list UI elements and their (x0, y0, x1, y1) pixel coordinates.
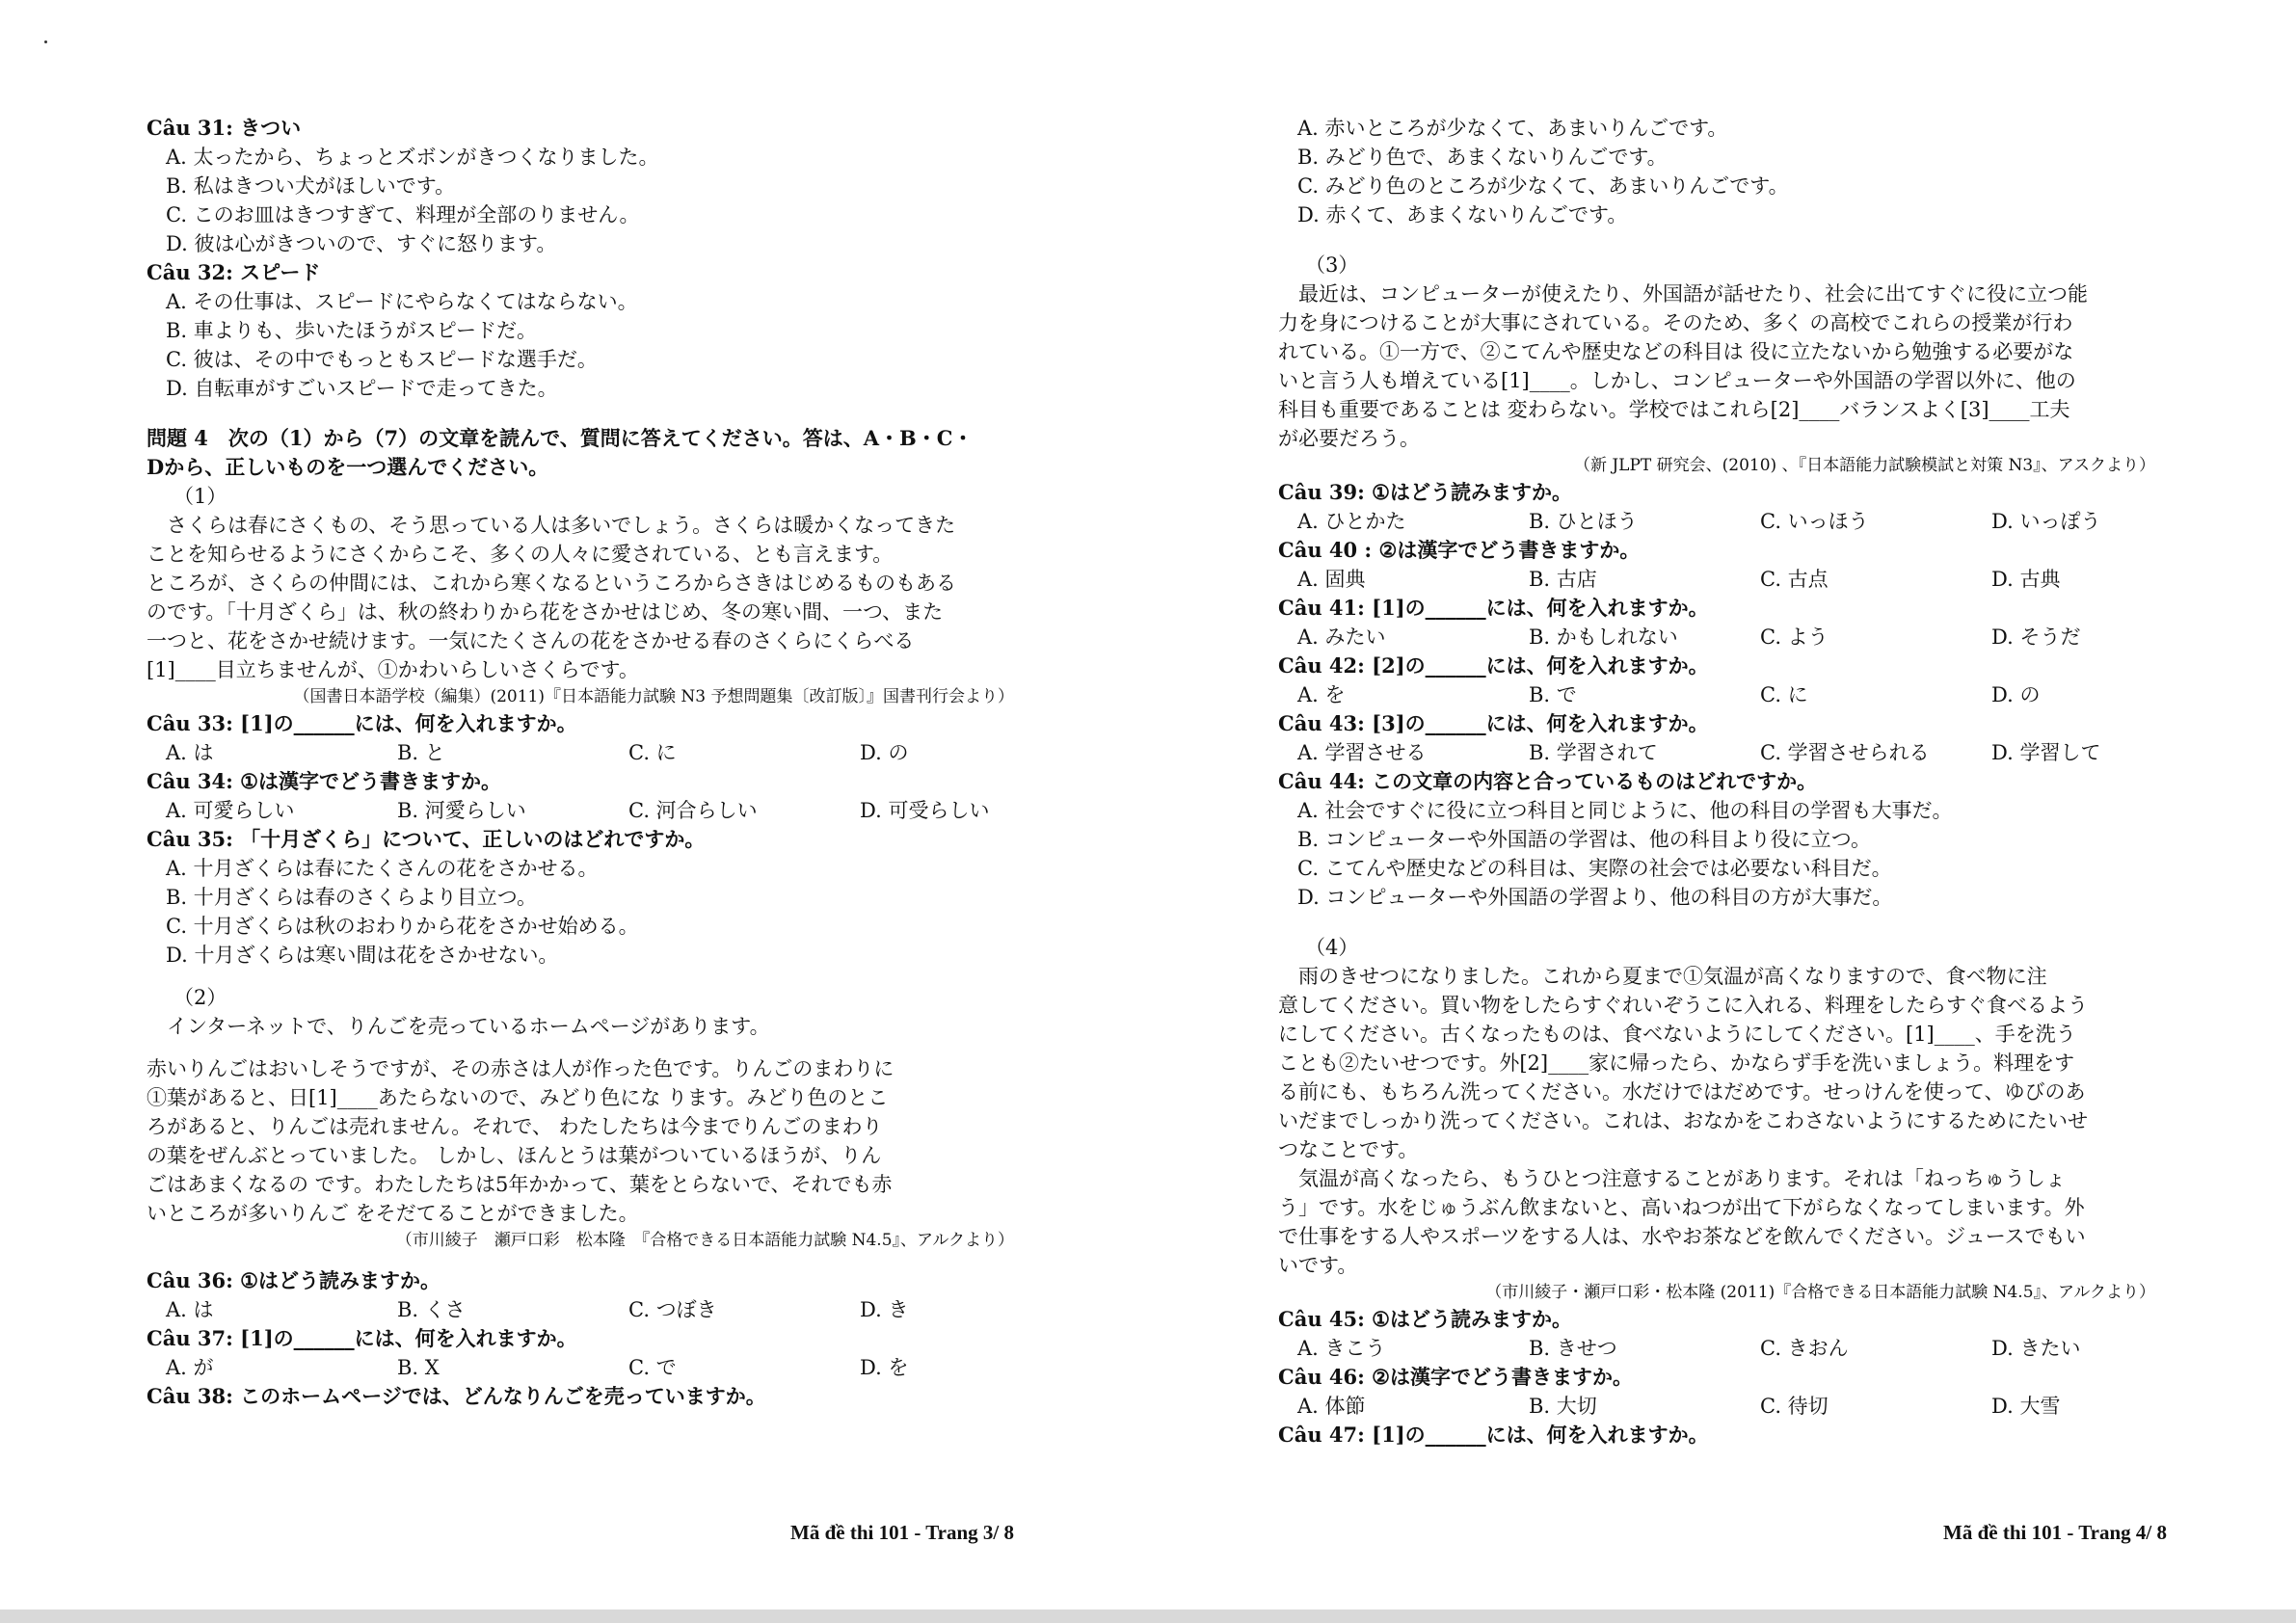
answer-option: C. みどり色のところが少なくて、あまいりんごです。 (1297, 174, 1789, 198)
passage-number: （2） (174, 986, 227, 1009)
passage-line: の葉をぜんぶとっていました。 しかし、ほんとうは葉がついているほうが、りん (147, 1144, 882, 1167)
question-stem: Câu 47: [1]の______には、何を入れますか。 (1278, 1423, 1709, 1447)
passage-line: ろがあると、りんごは売れません。それで、 わたしたちは今までりんごのまわり (147, 1115, 883, 1138)
section-heading: Dから、正しいものを一つ選んでください。 (147, 455, 549, 479)
passage-line: 力を身につけることが大事にされている。そのため、多く の高校でこれらの授業が行わ (1278, 311, 2073, 334)
answer-option-a: A. は (166, 1298, 214, 1321)
source-citation: （市川綾子・瀬戸口彩・松本隆 (2011)『合格できる日本語能力試験 N4.5』、アルクより） (1485, 1283, 2155, 1302)
question-stem: Câu 32: スピード (147, 260, 321, 284)
answer-options-row (1278, 565, 2175, 594)
answer-option-b: B. 河愛らしい (397, 799, 526, 822)
spacer (147, 403, 1033, 424)
answer-option-d: D. 大雪 (1991, 1395, 2061, 1418)
answer-option-d: D. 学習して (1991, 741, 2101, 764)
answer-option: A. 赤いところが少なくて、あまいりんごです。 (1297, 117, 1728, 140)
answer-option-d: D. そうだ (1991, 625, 2081, 649)
answer-option-b: B. と (397, 741, 445, 764)
passage-line: のです。「十月ざくら」は、秋の終わりから花をさかせはじめ、冬の寒い間、一つ、また (147, 600, 944, 624)
passage-line: インターネットで、りんごを売っているホームページがあります。 (147, 1015, 770, 1038)
question-stem: Câu 31: きつい (147, 116, 302, 140)
passage-line: ことも②たいせつです。外[2]____家に帰ったら、かならず手を洗いましょう。料理をす (1278, 1051, 2075, 1075)
answer-option-d: D. きたい (1991, 1337, 2081, 1360)
page-4 (1278, 114, 2175, 1450)
answer-options-row (147, 1295, 1033, 1324)
answer-option-c: C. 学習させられる (1760, 741, 1930, 764)
passage-line: 一つと、花をさかせ続けます。一気にたくさんの花をさかせる春のさくらにくらべる (147, 629, 915, 652)
answer-option-c: C. に (1760, 683, 1808, 706)
answer-option-a: A. 体節 (1297, 1395, 1366, 1418)
passage-line: 赤いりんごはおいしそうですが、その赤さは人が作った色です。りんごのまわりに (147, 1057, 894, 1080)
answer-option-d: D. を (860, 1356, 909, 1379)
answer-option-c: C. つぼき (628, 1298, 717, 1321)
passage-line: 科目も重要であることは 変わらない。学校ではこれら[2]____バランスよく[3]____工夫 (1278, 398, 2070, 421)
answer-option-c: C. いっほう (1760, 510, 1869, 533)
answer-option: A. その仕事は、スピードにやらなくてはならない。 (166, 290, 638, 313)
answer-option-d: D. の (1991, 683, 2041, 706)
page-footer-right: Mã đề thi 101 - Trang 4/ 8 (1943, 1521, 2167, 1544)
answer-option-a: A. 学習させる (1297, 741, 1427, 764)
question-stem: Câu 34: ①は漢字でどう書きますか。 (147, 769, 502, 793)
answer-options-row (1278, 1334, 2175, 1363)
spacer (147, 970, 1033, 983)
answer-option: C. 十月ざくらは秋のおわりから花をさかせ始める。 (166, 915, 639, 938)
passage-line: いと言う人も増えている[1]____。しかし、コンピューターや外国語の学習以外に、他の (1278, 369, 2076, 392)
question-stem: Câu 37: [1]の______には、何を入れますか。 (147, 1326, 577, 1350)
answer-option-b: B. ひとほう (1529, 510, 1638, 533)
answer-option: D. 彼は心がきついので、すぐに怒ります。 (166, 232, 557, 255)
question-stem: Câu 33: [1]の______には、何を入れますか。 (147, 711, 577, 735)
answer-options-row (1278, 680, 2175, 709)
answer-option-d: D. 可受らしい (860, 799, 990, 822)
answer-option: B. コンピューターや外国語の学習は、他の科目より役に立つ。 (1297, 828, 1871, 851)
spacer (147, 1041, 1033, 1054)
answer-option: D. 自転車がすごいスピードで走ってきた。 (166, 377, 558, 400)
answer-option-c: C. きおん (1760, 1337, 1849, 1360)
scan-edge (0, 1610, 2296, 1623)
answer-option-b: B. 学習されて (1529, 741, 1658, 764)
answer-option: C. 彼は、その中でもっともスピードな選手だ。 (166, 348, 598, 371)
answer-option: D. 十月ざくらは寒い間は花をさかせない。 (166, 944, 559, 967)
answer-option: B. みどり色で、あまくないりんごです。 (1297, 146, 1668, 169)
answer-option: C. こてんや歴史などの科目は、実際の社会では必要ない科目だ。 (1297, 857, 1892, 880)
answer-option-d: D. き (860, 1298, 909, 1321)
passage-line: いだまでしっかり洗ってください。これは、おなかをこわさないようにするためにたいせ (1278, 1109, 2088, 1132)
answer-option-d: D. の (860, 741, 909, 764)
passage-number: （1） (174, 485, 227, 508)
source-citation: （新 JLPT 研究会、(2010) 、『日本語能力試験模試と対策 N3』、アスクより） (1573, 456, 2155, 475)
passage-line: れている。①一方で、②こてんや歴史などの科目は 役に立たないから勉強する必要がな (1278, 340, 2074, 363)
passage-number: （3） (1305, 253, 1359, 277)
answer-option-a: A. は (166, 741, 214, 764)
answer-options-row (147, 796, 1033, 825)
answer-option-c: C. で (628, 1356, 677, 1379)
answer-option-b: B. X (397, 1356, 440, 1379)
answer-option-a: A. が (166, 1356, 214, 1379)
spacer (1278, 229, 2175, 251)
answer-option-b: B. きせつ (1529, 1337, 1617, 1360)
question-stem: Câu 45: ①はどう読みますか。 (1278, 1307, 1573, 1331)
question-stem: Câu 42: [2]の______には、何を入れますか。 (1278, 653, 1709, 678)
scan-speck (44, 40, 47, 43)
passage-line: う」です。水をじゅうぶん飲まないと、高いねつが出て下がらなくなってしまいます。外 (1278, 1196, 2085, 1219)
answer-option-b: B. くさ (397, 1298, 466, 1321)
answer-option-b: B. で (1529, 683, 1577, 706)
answer-option-d: D. 古典 (1991, 568, 2061, 591)
answer-option-c: C. よう (1760, 625, 1829, 649)
answer-options-row (1278, 1392, 2175, 1421)
answer-option: B. 車よりも、歩いたほうがスピードだ。 (166, 319, 537, 342)
passage-line: いところが多いりんご をそだてることができました。 (147, 1202, 639, 1225)
passage-line: [1]____目立ちませんが、①かわいらしいさくらです。 (147, 658, 639, 681)
answer-option-a: A. みたい (1297, 625, 1386, 649)
question-stem: Câu 40 : ②は漢字でどう書きますか。 (1278, 538, 1641, 562)
answer-option: A. 太ったから、ちょっとズボンがきつくなりました。 (166, 146, 659, 169)
answer-options-row (1278, 738, 2175, 767)
answer-option-b: B. かもしれない (1529, 625, 1678, 649)
passage-line: 雨のきせつになりました。これから夏まで①気温が高くなりますので、食べ物に注 (1278, 965, 2047, 988)
passage-line: ①葉があると、日[1]____あたらないので、みどり色にな ります。みどり色のとこ (147, 1086, 889, 1109)
passage-line: で仕事をする人やスポーツをする人は、水やお茶などを飲んでください。ジュースでもい (1278, 1225, 2086, 1248)
answer-options-row (1278, 623, 2175, 652)
answer-options-row (147, 1353, 1033, 1382)
passage-line: ところが、さくらの仲間には、これから寒くなるというころからさきはじめるものもある (147, 572, 956, 595)
passage-number: （4） (1305, 936, 1359, 959)
passage-line: つなことです。 (1278, 1138, 1419, 1161)
answer-options-row (1278, 507, 2175, 536)
passage-line: が必要だろう。 (1278, 427, 1420, 450)
passage-line: 最近は、コンピューターが使えたり、外国語が話せたり、社会に出てすぐに役に立つ能 (1278, 282, 2088, 306)
answer-option: D. コンピューターや外国語の学習より、他の科目の方が大事だ。 (1297, 886, 1893, 909)
question-stem: Câu 46: ②は漢字でどう書きますか。 (1278, 1365, 1634, 1389)
section-heading: 問題 4 次の（1）から（7）の文章を読んで、質問に答えてください。答は、A・B・C・ (147, 426, 974, 450)
question-stem: Câu 38: このホームページでは、どんなりんごを売っていますか。 (147, 1384, 766, 1408)
passage-line: ごはあまくなるの です。わたしたちは5年かかって、葉をとらないで、それでも赤 (147, 1173, 893, 1196)
answer-option-c: C. 古点 (1760, 568, 1829, 591)
passage-line: にしてください。古くなったものは、食べないようにしてください。[1]____、手を洗う (1278, 1023, 2076, 1046)
answer-option: A. 社会ですぐに役に立つ科目と同じように、他の科目の学習も大事だ。 (1297, 799, 1953, 822)
answer-option: C. このお皿はきつすぎて、料理が全部のりません。 (166, 203, 640, 226)
spacer (1278, 912, 2175, 933)
question-stem: Câu 35: 「十月ざくら」について、正しいのはどれですか。 (147, 827, 706, 851)
page-3 (147, 114, 1033, 1411)
question-stem: Câu 43: [3]の______には、何を入れますか。 (1278, 711, 1709, 735)
question-stem: Câu 44: この文章の内容と合っているものはどれですか。 (1278, 769, 1818, 793)
question-stem: Câu 36: ①はどう読みますか。 (147, 1268, 441, 1292)
answer-option-b: B. 古店 (1529, 568, 1597, 591)
question-stem: Câu 39: ①はどう読みますか。 (1278, 480, 1573, 504)
answer-option: B. 私はきつい犬がほしいです。 (166, 174, 456, 198)
answer-option-a: A. を (1297, 683, 1346, 706)
answer-option: B. 十月ざくらは春のさくらより目立つ。 (166, 886, 537, 909)
answer-option-b: B. 大切 (1529, 1395, 1597, 1418)
answer-option-c: C. 河合らしい (628, 799, 758, 822)
answer-option-c: C. 待切 (1760, 1395, 1829, 1418)
page-footer-left: Mã đề thi 101 - Trang 3/ 8 (790, 1521, 1014, 1544)
answer-option-c: C. に (628, 741, 677, 764)
source-citation: （国書日本語学校（編集）(2011)『日本語能力試験 N3 予想問題集〔改訂版〕』国書刊行会より） (293, 687, 1014, 706)
spacer (147, 1253, 1033, 1266)
answer-option-a: A. 固典 (1297, 568, 1366, 591)
question-stem: Câu 41: [1]の______には、何を入れますか。 (1278, 596, 1709, 620)
source-citation: （市川綾子 瀬戸口彩 松本隆 『合格できる日本語能力試験 N4.5』、アルクより） (395, 1231, 1014, 1250)
answer-option-a: A. きこう (1297, 1337, 1386, 1360)
answer-option-a: A. ひとかた (1297, 510, 1406, 533)
passage-line: いです。 (1278, 1254, 1358, 1277)
answer-option: D. 赤くて、あまくないりんごです。 (1297, 203, 1628, 226)
answer-option: A. 十月ざくらは春にたくさんの花をさかせる。 (166, 857, 599, 880)
passage-line: る前にも、もちろん洗ってください。水だけではだめです。せっけんを使って、ゆびのあ (1278, 1080, 2086, 1104)
answer-option-a: A. 可愛らしい (166, 799, 295, 822)
passage-line: さくらは春にさくもの、そう思っている人は多いでしょう。さくらは暖かくなってきた (147, 514, 956, 537)
passage-line: 意してください。買い物をしたらすぐれいぞうこに入れる、料理をしたらすぐ食べるよう (1278, 994, 2088, 1017)
answer-options-row (147, 738, 1033, 767)
passage-line: 気温が高くなったら、もうひとつ注意することがあります。それは「ねっちゅうしょ (1278, 1167, 2066, 1190)
passage-line: ことを知らせるようにさくからこそ、多くの人々に愛されている、とも言えます。 (147, 543, 894, 566)
answer-option-d: D. いっぽう (1991, 510, 2101, 533)
